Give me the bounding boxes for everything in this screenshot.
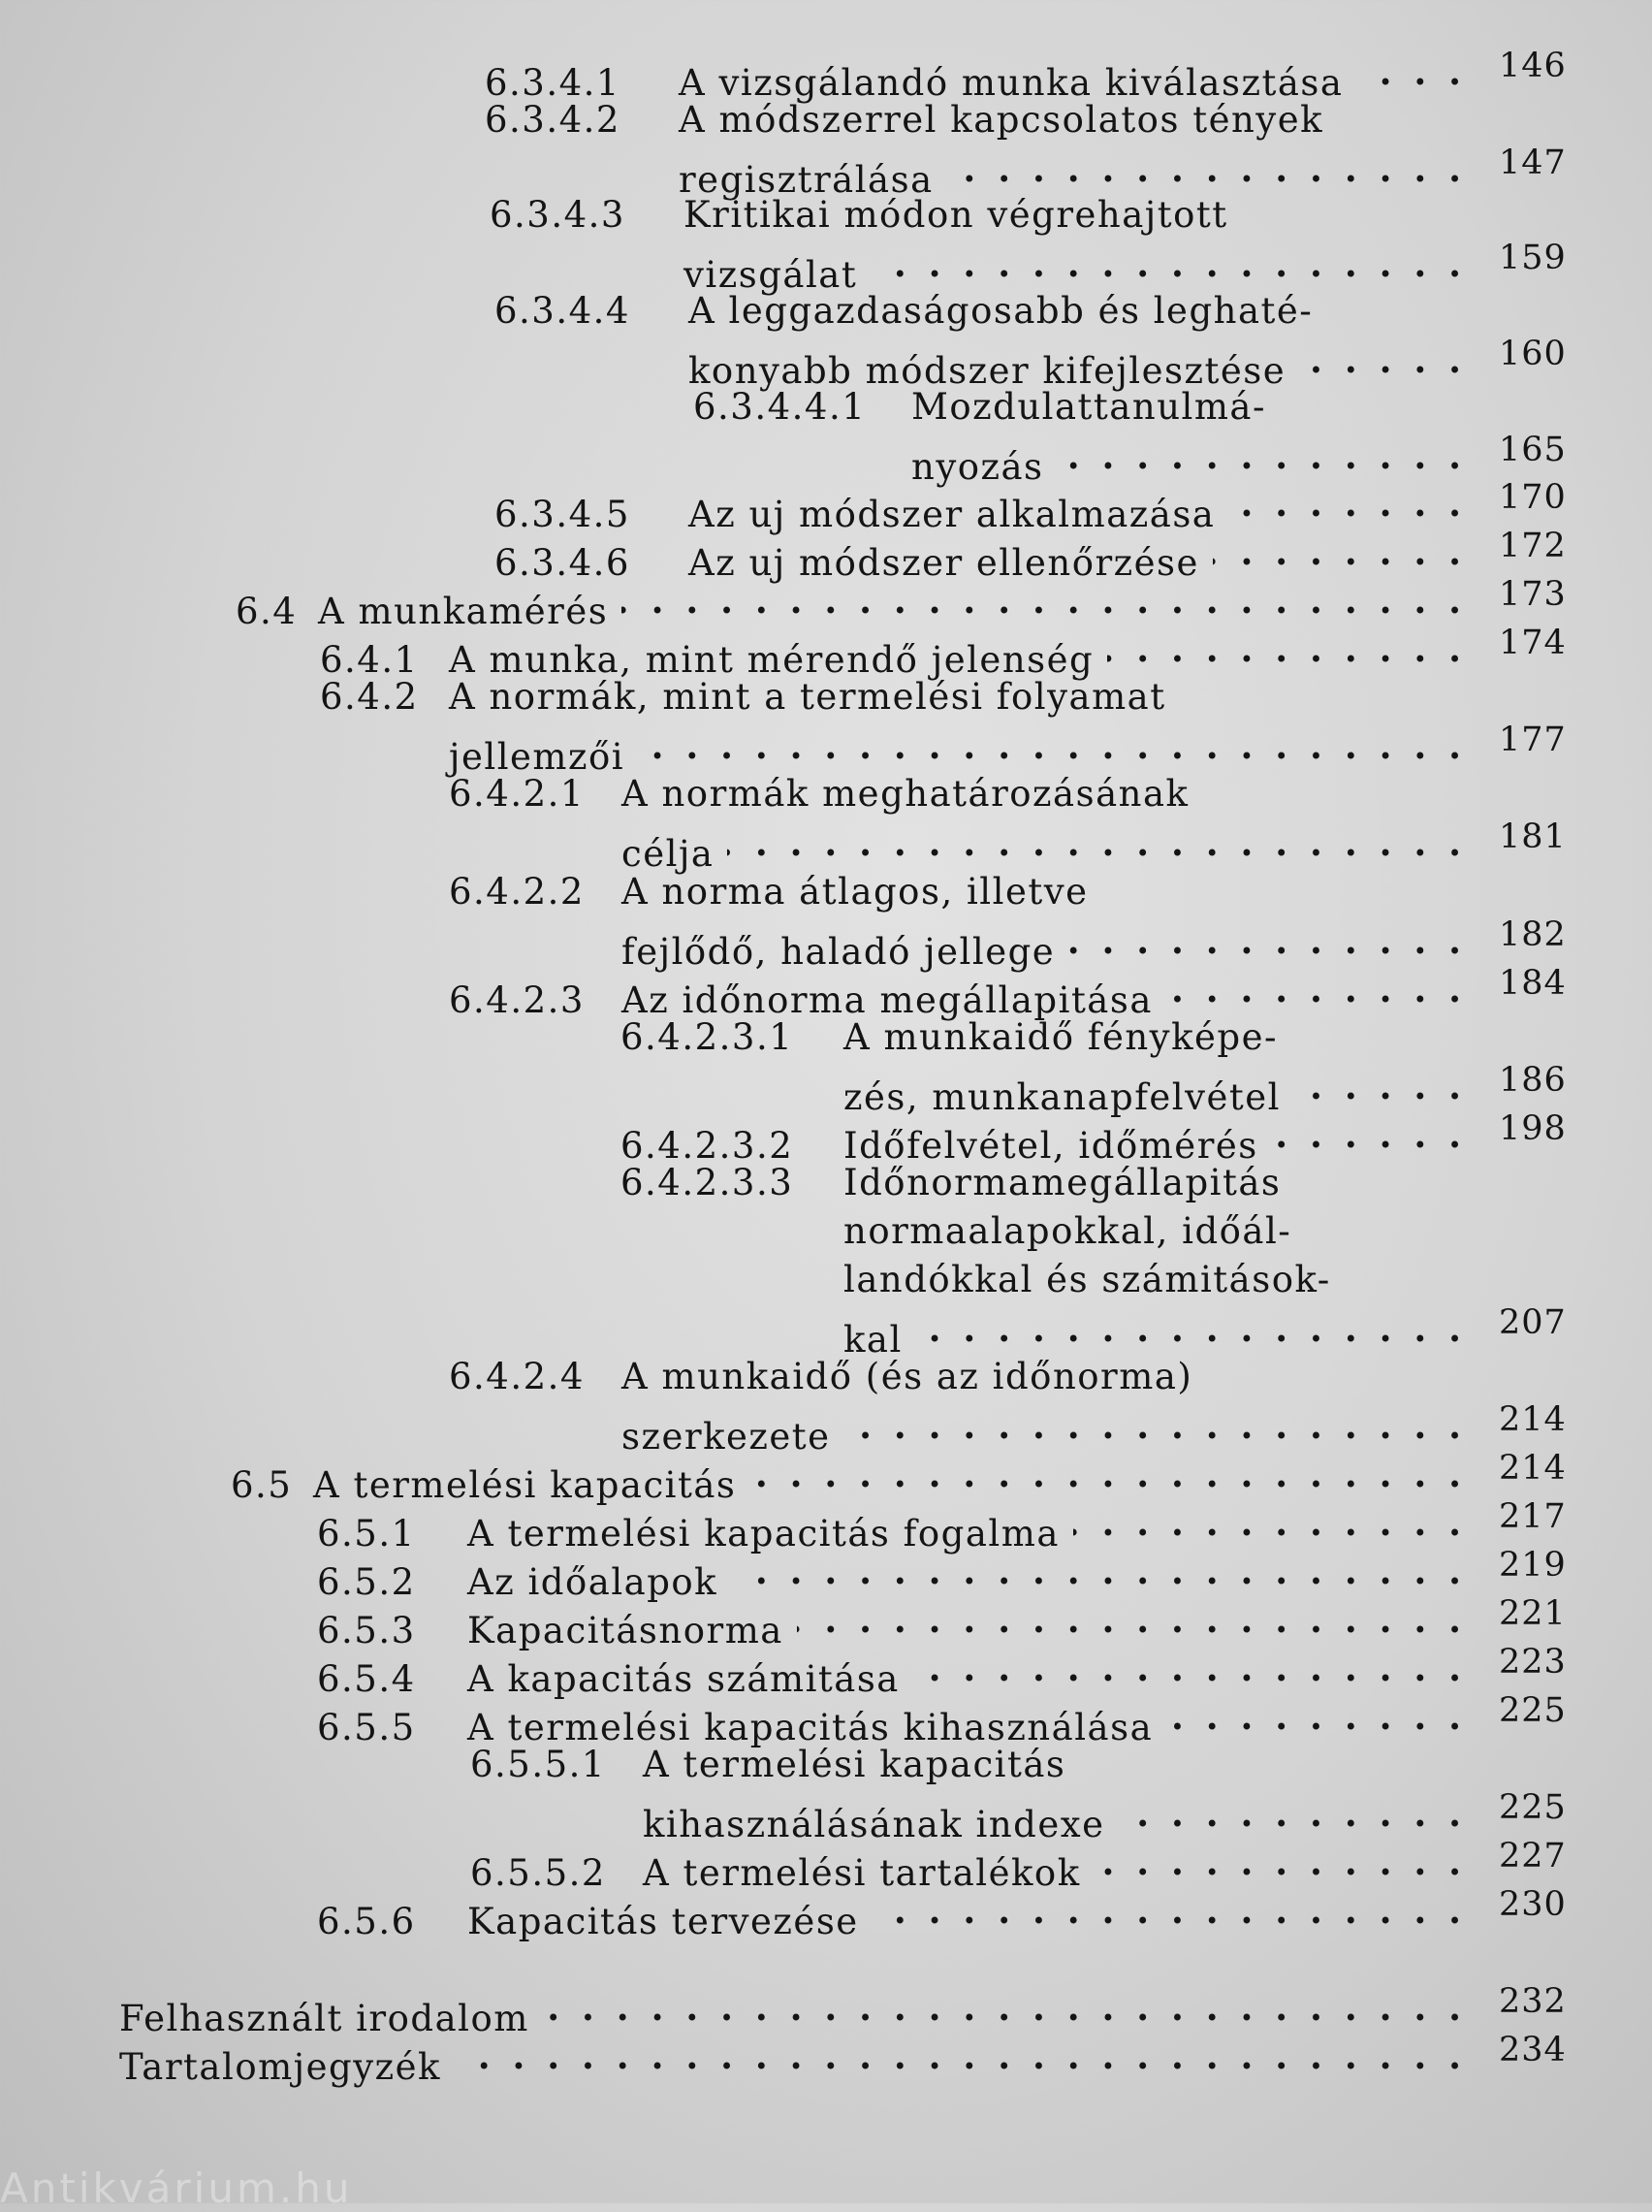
toc-entry-number: 6.5.5	[317, 1707, 416, 1748]
dot-leader	[1073, 1499, 1466, 1546]
toc-entry-title: A munka, mint mérendő jelenség	[449, 639, 1095, 681]
toc-page-number: 172	[1499, 527, 1567, 565]
toc-entry-number: 6.5	[231, 1464, 293, 1506]
toc-entry-title: vizsgálat	[683, 254, 858, 296]
toc-entry-title: A termelési kapacitás	[313, 1464, 737, 1506]
toc-entry-title: Kapacitás tervezése	[467, 1901, 859, 1942]
toc-page-number: 173	[1499, 575, 1567, 614]
toc-line	[688, 337, 1479, 392]
toc-entry-number: 6.4.2.1	[449, 773, 585, 815]
dot-leader	[1095, 1839, 1466, 1885]
toc-line	[119, 1984, 1479, 2039]
toc-line	[693, 384, 1479, 431]
toc-line	[620, 1111, 1479, 1167]
toc-page-number: 214	[1499, 1449, 1567, 1488]
toc-line	[320, 625, 1479, 681]
toc-entry-number: 6.3.4.6	[494, 542, 630, 584]
toc-entry-title: Az uj módszer ellenőrzése	[688, 542, 1199, 584]
toc-line	[449, 1354, 1479, 1400]
toc-entry-title: A leggazdaságosabb és leghaté-	[688, 290, 1314, 332]
toc-entry-number: 6.3.4.2	[485, 99, 620, 141]
toc-entry-title: A termelési kapacitás kihasználása	[467, 1707, 1154, 1748]
toc-entry-title: nyozás	[911, 446, 1044, 488]
toc-entry-title: jellemzői	[449, 736, 625, 778]
toc-entry-number: 6.3.4.4	[494, 290, 630, 332]
toc-entry-number: 6.4.2.3.3	[620, 1162, 794, 1203]
toc-line	[470, 1742, 1479, 1788]
toc-page-number: 182	[1499, 915, 1567, 954]
toc-page-number: 165	[1499, 431, 1567, 469]
toc-entry-title: Az időalapok	[467, 1561, 718, 1603]
toc-entry-title: célja	[621, 833, 715, 875]
dot-leader	[1119, 1790, 1466, 1837]
watermark-text: Antikvárium.hu	[0, 2164, 353, 2212]
dot-leader	[455, 2033, 1466, 2079]
toc-entry-title: A termelési tartalékok	[643, 1852, 1081, 1894]
dot-leader	[797, 1596, 1466, 1643]
toc-entry-title: A munkaidő fényképe-	[843, 1016, 1278, 1058]
toc-entry-number: 6.5.6	[317, 1901, 416, 1942]
toc-entry-number: 6.5.2	[317, 1561, 416, 1603]
dot-leader	[1272, 1111, 1466, 1158]
toc-page-number: 198	[1499, 1109, 1567, 1148]
toc-page-number: 207	[1499, 1303, 1567, 1342]
toc-entry-title: Tartalomjegyzék	[119, 2046, 441, 2088]
toc-page-number: 214	[1499, 1400, 1567, 1439]
toc-line	[621, 917, 1479, 973]
dot-leader	[1068, 917, 1466, 964]
dot-leader	[731, 1548, 1466, 1594]
toc-page-number: 146	[1499, 47, 1567, 85]
toc-page-number: 170	[1499, 478, 1567, 517]
dot-leader	[916, 1305, 1466, 1352]
toc-line	[317, 1645, 1479, 1700]
toc-line	[449, 722, 1479, 778]
toc-page-number: 227	[1499, 1837, 1567, 1875]
toc-page-number: 186	[1499, 1061, 1567, 1100]
toc-entry-title: landókkal és számitások-	[843, 1259, 1331, 1300]
toc-line	[620, 1160, 1479, 1206]
toc-entry-number: 6.4.2.3	[449, 979, 585, 1021]
toc-line	[643, 1790, 1479, 1845]
dot-leader	[1166, 966, 1466, 1012]
toc-line	[317, 1499, 1479, 1555]
toc-entry-title: zés, munkanapfelvétel	[843, 1076, 1282, 1118]
toc-entry-title: A norma átlagos, illetve	[621, 871, 1089, 913]
toc-entry-number: 6.4.1	[320, 639, 419, 681]
dot-leader	[749, 1451, 1466, 1497]
toc-entry-number: 6.5.5.1	[470, 1744, 606, 1785]
toc-line	[317, 1548, 1479, 1603]
toc-entry-number: 6.3.4.4.1	[693, 386, 867, 428]
toc-entry-title: fejlődő, haladó jellege	[621, 931, 1056, 973]
toc-line	[843, 1257, 1479, 1303]
toc-page-number: 221	[1499, 1594, 1567, 1633]
toc-page-number: 174	[1499, 624, 1567, 662]
toc-page-number: 160	[1499, 335, 1567, 373]
toc-page-number: 223	[1499, 1643, 1567, 1682]
toc-entry-title: A vizsgálandó munka kiválasztása	[679, 62, 1344, 104]
toc-page-number: 184	[1499, 964, 1567, 1003]
toc-page-number: 234	[1499, 2031, 1567, 2069]
toc-page-number: 147	[1499, 144, 1567, 182]
toc-entry-title: regisztrálása	[679, 159, 934, 201]
toc-line	[317, 1596, 1479, 1651]
toc-entry-title: A normák, mint a termelési folyamat	[449, 676, 1166, 718]
toc-entry-title: A munkamérés	[318, 591, 609, 632]
dot-leader	[1213, 529, 1466, 575]
toc-entry-number: 6.3.4.3	[490, 194, 625, 236]
toc-entry-title: konyabb módszer kifejlesztése	[688, 350, 1287, 392]
toc-page-number: 225	[1499, 1691, 1567, 1730]
toc-entry-number: 6.4.2.3.1	[620, 1016, 794, 1058]
toc-entry-title: Az időnorma megállapitása	[621, 979, 1153, 1021]
toc-line	[843, 1063, 1479, 1118]
toc-page-number: 219	[1499, 1546, 1567, 1585]
toc-entry-number: 6.5.5.2	[470, 1852, 606, 1894]
toc-entry-title: A normák meghatározásának	[621, 773, 1190, 815]
toc-page-number: 181	[1499, 817, 1567, 856]
toc-page-number: 177	[1499, 721, 1567, 759]
toc-page-number: 159	[1499, 239, 1567, 277]
dot-leader	[1356, 48, 1466, 95]
toc-line	[449, 771, 1479, 817]
dot-leader	[1107, 625, 1466, 672]
toc-line	[236, 577, 1479, 632]
toc-entry-number: 6.4.2.2	[449, 871, 585, 913]
dot-leader	[1299, 337, 1466, 383]
toc-line	[485, 97, 1479, 144]
toc-line	[119, 2033, 1479, 2088]
dot-leader	[621, 577, 1466, 624]
dot-leader	[727, 819, 1466, 866]
dot-leader	[913, 1645, 1466, 1691]
toc-entry-number: 6.3.4.1	[485, 62, 620, 104]
toc-line	[494, 288, 1479, 335]
toc-entry-number: 6.4	[236, 591, 298, 632]
toc-line	[843, 1208, 1479, 1255]
toc-line	[317, 1887, 1479, 1942]
dot-leader	[873, 1887, 1466, 1934]
toc-line	[843, 1305, 1479, 1361]
toc-line	[620, 1014, 1479, 1061]
toc-line	[485, 48, 1479, 104]
toc-page-number: 230	[1499, 1885, 1567, 1924]
toc-entry-title: kal	[843, 1319, 903, 1361]
dot-leader	[871, 240, 1466, 287]
toc-entry-title: A módszerrel kapcsolatos tények	[679, 99, 1324, 141]
toc-line	[679, 145, 1479, 201]
toc-entry-number: 6.4.2.4	[449, 1356, 585, 1397]
dot-leader	[1058, 433, 1466, 479]
toc-line	[490, 192, 1479, 239]
toc-line	[470, 1839, 1479, 1894]
toc-page-number: 217	[1499, 1497, 1567, 1536]
toc-entry-number: 6.4.2.3.2	[620, 1125, 794, 1167]
toc-entry-title: A termelési kapacitás	[643, 1744, 1066, 1785]
toc-entry-number: 6.5.4	[317, 1658, 416, 1700]
dot-leader	[1228, 480, 1466, 527]
dot-leader	[638, 722, 1466, 769]
toc-entry-title: A kapacitás számitása	[467, 1658, 900, 1700]
toc-line	[449, 966, 1479, 1021]
toc-line	[621, 1402, 1479, 1458]
toc-line	[494, 480, 1479, 535]
toc-entry-number: 6.4.2	[320, 676, 419, 718]
toc-entry-number: 6.5.1	[317, 1513, 416, 1555]
toc-line	[911, 433, 1479, 488]
toc-entry-title: kihasználásának indexe	[643, 1804, 1105, 1845]
toc-line	[231, 1451, 1479, 1506]
toc-entry-title: Időnormamegállapitás	[843, 1162, 1282, 1203]
toc-line	[320, 674, 1479, 721]
toc-entry-title: Kapacitásnorma	[467, 1610, 783, 1651]
toc-page-number: 225	[1499, 1788, 1567, 1827]
toc-line	[317, 1693, 1479, 1748]
toc-line	[683, 240, 1479, 296]
toc-entry-title: Kritikai módon végrehajtott	[683, 194, 1228, 236]
dot-leader	[543, 1984, 1466, 2031]
toc-entry-title: A munkaidő (és az időnorma)	[621, 1356, 1193, 1397]
toc-entry-title: Mozdulattanulmá-	[911, 386, 1266, 428]
toc-page-number: 232	[1499, 1982, 1567, 2021]
toc-entry-title: szerkezete	[621, 1416, 831, 1458]
toc-entry-title: Felhasznált irodalom	[119, 1998, 529, 2039]
toc-entry-title: Az uj módszer alkalmazása	[688, 494, 1216, 535]
toc-entry-number: 6.5.3	[317, 1610, 416, 1651]
toc-entry-title: Időfelvétel, időmérés	[843, 1125, 1258, 1167]
dot-leader	[947, 145, 1466, 192]
dot-leader	[1166, 1693, 1466, 1740]
dot-leader	[844, 1402, 1466, 1449]
toc-entry-title: normaalapokkal, időál-	[843, 1210, 1292, 1252]
toc-entry-title: A termelési kapacitás fogalma	[467, 1513, 1060, 1555]
dot-leader	[1294, 1063, 1466, 1109]
toc-line	[621, 819, 1479, 875]
toc-entry-number: 6.3.4.5	[494, 494, 630, 535]
toc-line	[449, 869, 1479, 915]
toc-line	[494, 529, 1479, 584]
